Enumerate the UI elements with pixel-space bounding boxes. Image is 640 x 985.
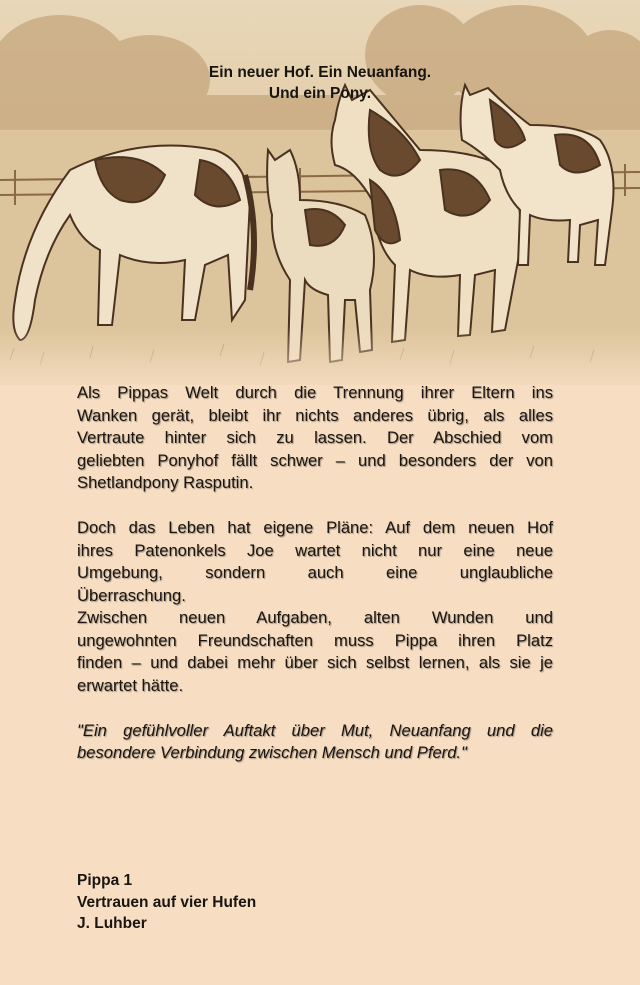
- author-name: J. Luhber: [77, 915, 147, 932]
- tagline-line-1: Ein neuer Hof. Ein Neuanfang.: [208, 64, 432, 81]
- book-title: Vertrauen auf vier Hufen: [77, 893, 257, 911]
- blurb-line: Zwischen neuen Aufgaben, alten Wunden und: [77, 608, 553, 627]
- blurb-line: finden – und dabei mehr über sich selbst lernen, als sie je: [77, 653, 553, 672]
- series-label: Pippa 1: [77, 872, 133, 889]
- blurb-line: Shetlandpony Rasputin.: [77, 473, 254, 492]
- blurb-line: Wanken gerät, bleibt ihr nichts anderes übrig, als alles: [77, 405, 553, 425]
- blurb-line: Vertraute hinter sich zu lassen. Der Abschied vom: [77, 428, 553, 447]
- blurb-line: ungewohnten Freundschaften muss Pippa ihren Platz: [77, 630, 553, 650]
- blurb-line: Als Pippas Welt durch die Trennung ihrer Eltern ins: [77, 383, 553, 402]
- quote-line: besondere Verbindung zwischen Mensch und Pferd.": [77, 743, 467, 762]
- blurb-line: erwartet hätte.: [77, 675, 184, 695]
- blurb-line: Umgebung, sondern auch eine unglaubliche: [77, 563, 553, 582]
- tagline-line-2: Und ein Pony.: [268, 85, 372, 102]
- tagline: [0, 62, 640, 104]
- blurb-text: [77, 382, 553, 765]
- book-credits: [77, 870, 256, 935]
- cover-illustration: [0, 0, 640, 385]
- blurb-line: ihres Patenonkels Joe wartet nicht nur eine neue: [77, 540, 553, 560]
- blurb-line: Überraschung.: [77, 585, 186, 605]
- blurb-line: Doch das Leben hat eigene Pläne: Auf dem neuen Hof: [77, 518, 553, 537]
- blurb-line: geliebten Ponyhof fällt schwer – und besonders der von: [77, 450, 553, 470]
- horses-sketch: [0, 0, 640, 385]
- quote-line: "Ein gefühlvoller Auftakt über Mut, Neuanfang und die: [77, 720, 553, 740]
